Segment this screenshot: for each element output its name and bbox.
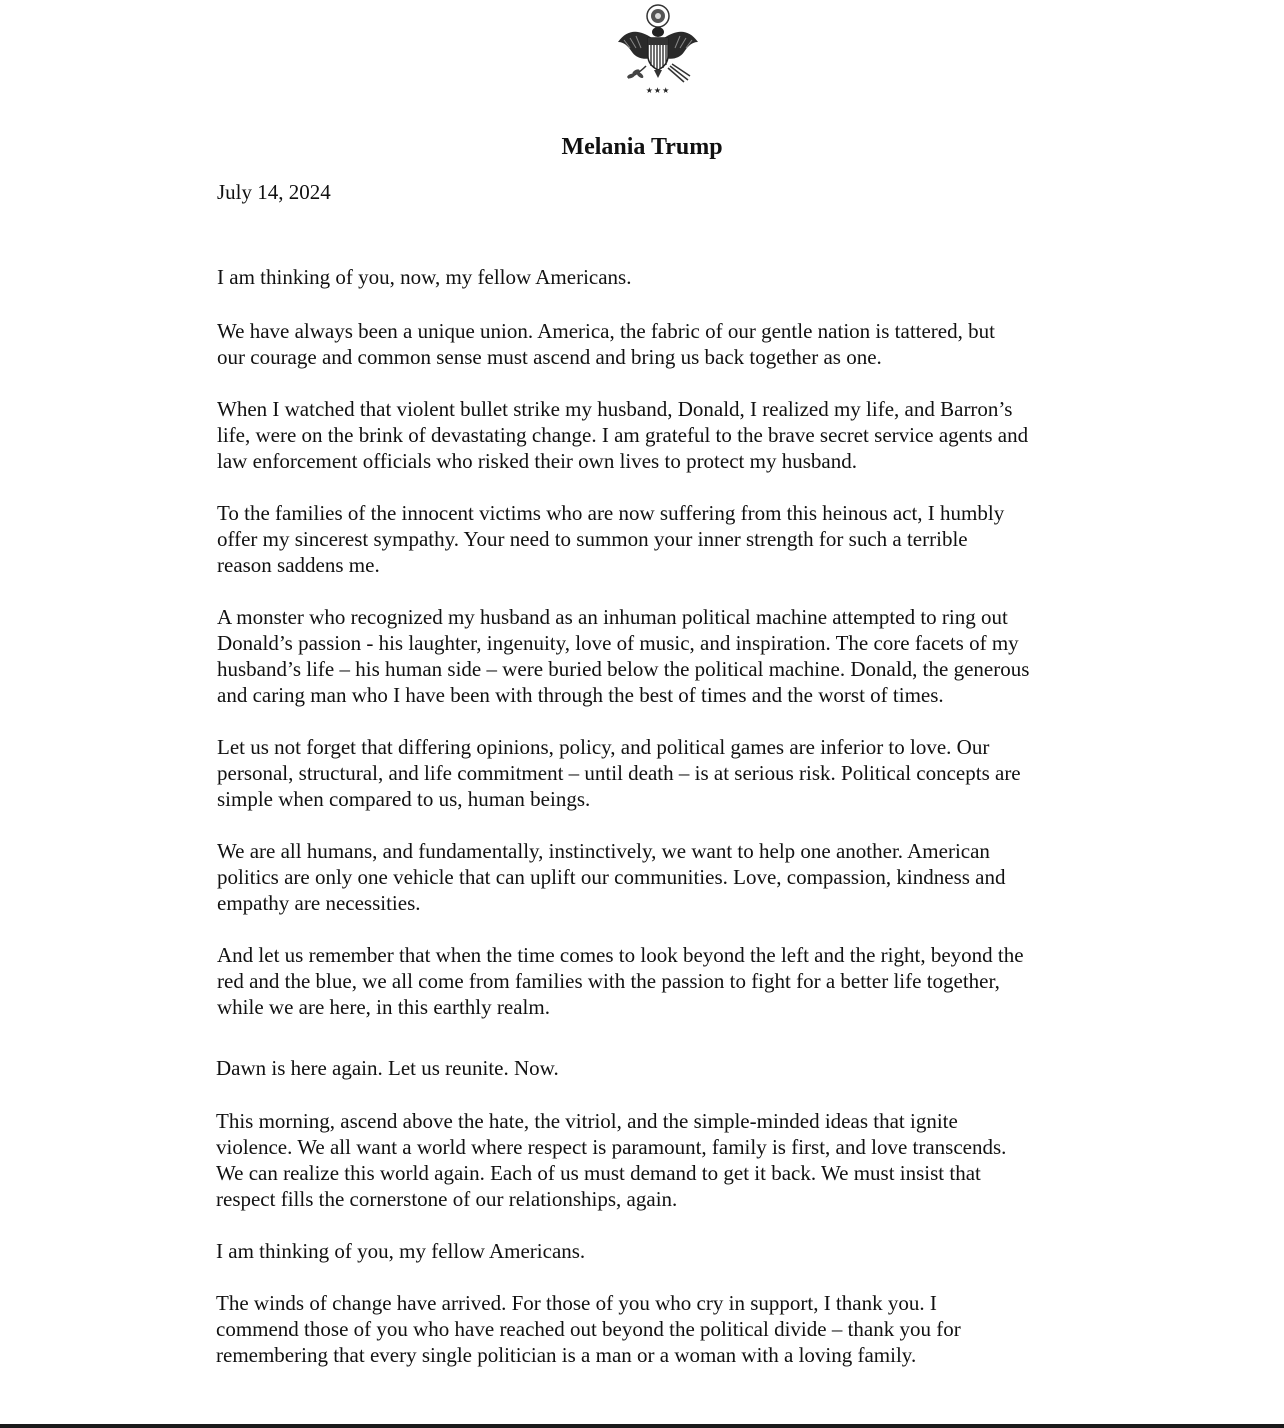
paragraph-line: This morning, ascend above the hate, the vitriol, and the simple-minded ideas that ignite [216,1109,958,1133]
paragraph-line: commend those of you who have reached out beyond the political divide – thank you for [216,1317,961,1341]
letter-paragraph [217,500,1004,578]
paragraph-line: and caring man who I have been with through the best of times and the worst of times. [217,683,944,707]
letter-paragraph [216,1055,559,1081]
paragraph-line: To the families of the innocent victims who are now suffering from this heinous act, I humbly [217,501,1005,525]
paragraph-line: I am thinking of you, now, my fellow Americans. [217,265,632,289]
letter-paragraph [217,838,1005,916]
letter-paragraph [217,942,1024,1020]
paragraph-line: Donald’s passion - his laughter, ingenuity, love of music, and inspiration. The core facets of my [217,631,1019,655]
letter-paragraph [216,1290,961,1368]
letter-paragraph [217,604,1029,708]
paragraph-line: law enforcement officials who risked their own lives to protect my husband. [217,449,857,473]
paragraph-line: while we are here, in this earthly realm. [217,995,550,1019]
letter-paragraph [217,396,1028,474]
paragraph-line: Let us not forget that differing opinions, policy, and political games are inferior to love. Our [217,735,990,759]
paragraph-line: red and the blue, we all come from families with the passion to fight for a better life together, [217,969,1000,993]
paragraph-line: When I watched that violent bullet strike my husband, Donald, I realized my life, and Barron’s [217,397,1013,421]
letter-paragraph [217,318,995,370]
letter-paragraph [217,264,631,290]
paragraph-line: I am thinking of you, my fellow Americans. [216,1239,586,1263]
letter-paragraph [216,1108,1006,1212]
seal-stars: ★★★ [645,86,671,95]
bottom-border [0,1424,1284,1428]
paragraph-line: husband’s life – his human side – were buried below the political machine. Donald, the generous [217,657,1030,681]
paragraph-line: offer my sincerest sympathy. Your need to summon your inner strength for such a terrible [217,527,968,551]
paragraph-line: respect fills the cornerstone of our relationships, again. [216,1187,678,1211]
paragraph-line: We have always been a unique union. America, the fabric of our gentle nation is tattered, but [217,319,995,343]
paragraph-line: We are all humans, and fundamentally, instinctively, we want to help one another. American [217,839,990,863]
paragraph-line: violence. We all want a world where respect is paramount, family is first, and love transcends. [216,1135,1007,1159]
paragraph-line: life, were on the brink of devastating change. I am grateful to the brave secret service agents and [217,423,1029,447]
paragraph-line: simple when compared to us, human beings. [217,787,591,811]
sender-name: Melania Trump [561,134,723,160]
paragraph-line: And let us remember that when the time comes to look beyond the left and the right, beyond the [217,943,1024,967]
paragraph-line: personal, structural, and life commitment – until death – is at serious risk. Political concepts are [217,761,1021,785]
paragraph-line: reason saddens me. [217,553,380,577]
paragraph-line: our courage and common sense must ascend and bring us back together as one. [217,345,882,369]
paragraph-line: The winds of change have arrived. For those of you who cry in support, I thank you. I [216,1291,937,1315]
letter-date: July 14, 2024 [217,180,331,204]
letter-paragraph [216,1238,585,1264]
letter-paragraph [217,734,1021,812]
paragraph-line: politics are only one vehicle that can uplift our communities. Love, compassion, kindness and [217,865,1006,889]
paragraph-line: empathy are necessities. [217,891,421,915]
paragraph-line: A monster who recognized my husband as an inhuman political machine attempted to ring out [217,605,1008,629]
paragraph-line: Dawn is here again. Let us reunite. Now. [216,1056,559,1080]
paragraph-line: We can realize this world again. Each of us must demand to get it back. We must insist that [216,1161,981,1185]
paragraph-line: remembering that every single politician is a man or a woman with a loving family. [216,1343,917,1367]
